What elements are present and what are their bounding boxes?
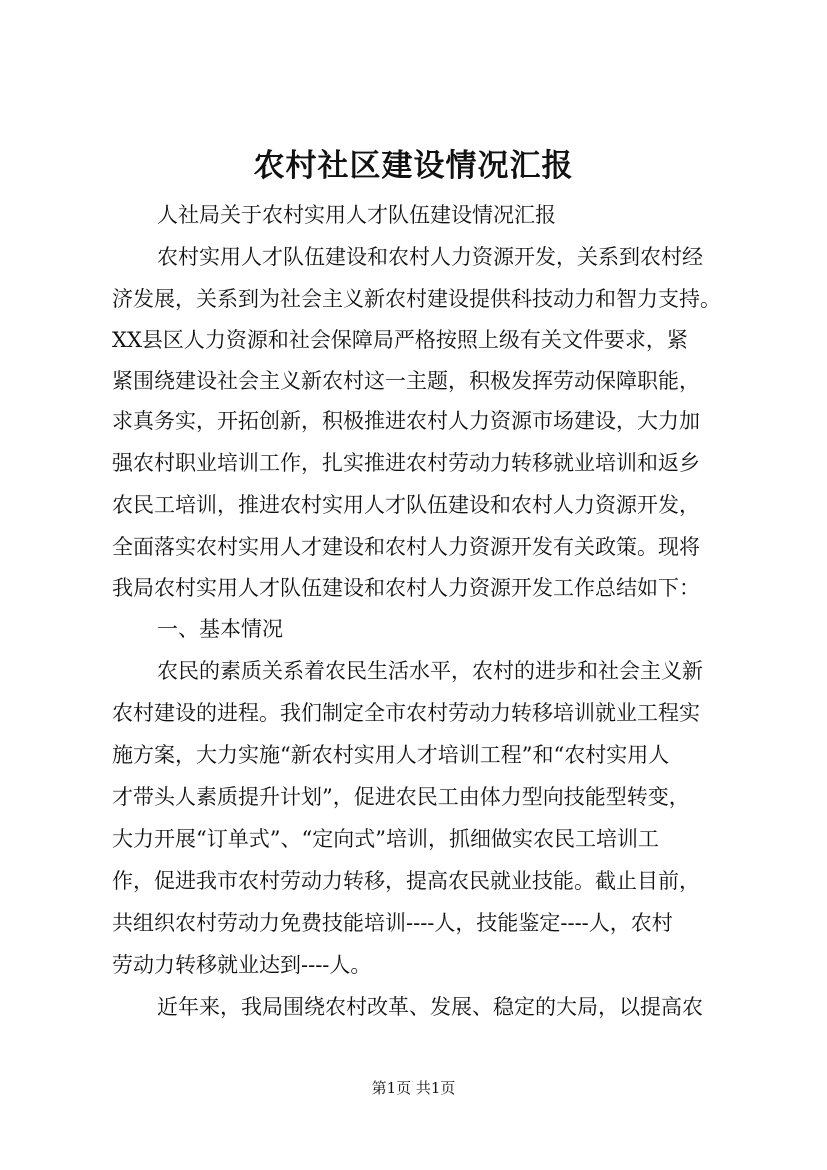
section-heading: 一、基本情况 (157, 617, 283, 641)
paragraph-line: 济发展，关系到为社会主义新农村建设提供科技动力和智力支持。 (112, 287, 721, 311)
paragraph-line: 农民的素质关系着农民生活水平，农村的进步和社会主义新 (157, 659, 703, 683)
paragraph-line: 近年来，我局围绕农村改革、发展、稳定的大局，以提高农 (157, 995, 703, 1019)
document-title: 农村社区建设情况汇报 (253, 148, 574, 184)
paragraph-line: 施方案，大力实施“新农村实用人才培训工程”和“农村实用人 (112, 743, 670, 767)
document-subtitle: 人社局关于农村实用人才队伍建设情况汇报 (157, 203, 556, 227)
paragraph-line: 强农村职业培训工作，扎实推进农村劳动力转移就业培训和返乡 (112, 451, 700, 475)
paragraph-line: 大力开展“订单式”、“定向式”培训，抓细做实农民工培训工 (112, 827, 659, 851)
paragraph-line: 劳动力转移就业达到----人。 (112, 953, 372, 977)
paragraph-line: 农村建设的进程。我们制定全市农村劳动力转移培训就业工程实 (112, 701, 700, 725)
paragraph-line: 我局农村实用人才队伍建设和农村人力资源开发工作总结如下： (112, 576, 700, 600)
paragraph-line: 全面落实农村实用人才建设和农村人力资源开发有关政策。现将 (112, 535, 700, 559)
paragraph-line: 农村实用人才队伍建设和农村人力资源开发，关系到农村经 (157, 245, 703, 269)
page-number-footer: 第1页 共1页 (371, 1079, 456, 1097)
paragraph-line: 共组织农村劳动力免费技能培训----人，技能鉴定----人，农村 (112, 911, 673, 935)
paragraph-line: 才带头人素质提升计划”，促进农民工由体力型向技能型转变， (112, 785, 690, 809)
paragraph-line: 紧围绕建设社会主义新农村这一主题，积极发挥劳动保障职能， (112, 369, 700, 393)
paragraph-line: 作，促进我市农村劳动力转移，提高农民就业技能。截止目前， (112, 869, 700, 893)
paragraph-line: 农民工培训，推进农村实用人才队伍建设和农村人力资源开发， (112, 493, 700, 517)
paragraph-line: XX县区人力资源和社会保障局严格按照上级有关文件要求，紧 (112, 328, 688, 352)
paragraph-line: 求真务实，开拓创新，积极推进农村人力资源市场建设，大力加 (112, 409, 700, 433)
